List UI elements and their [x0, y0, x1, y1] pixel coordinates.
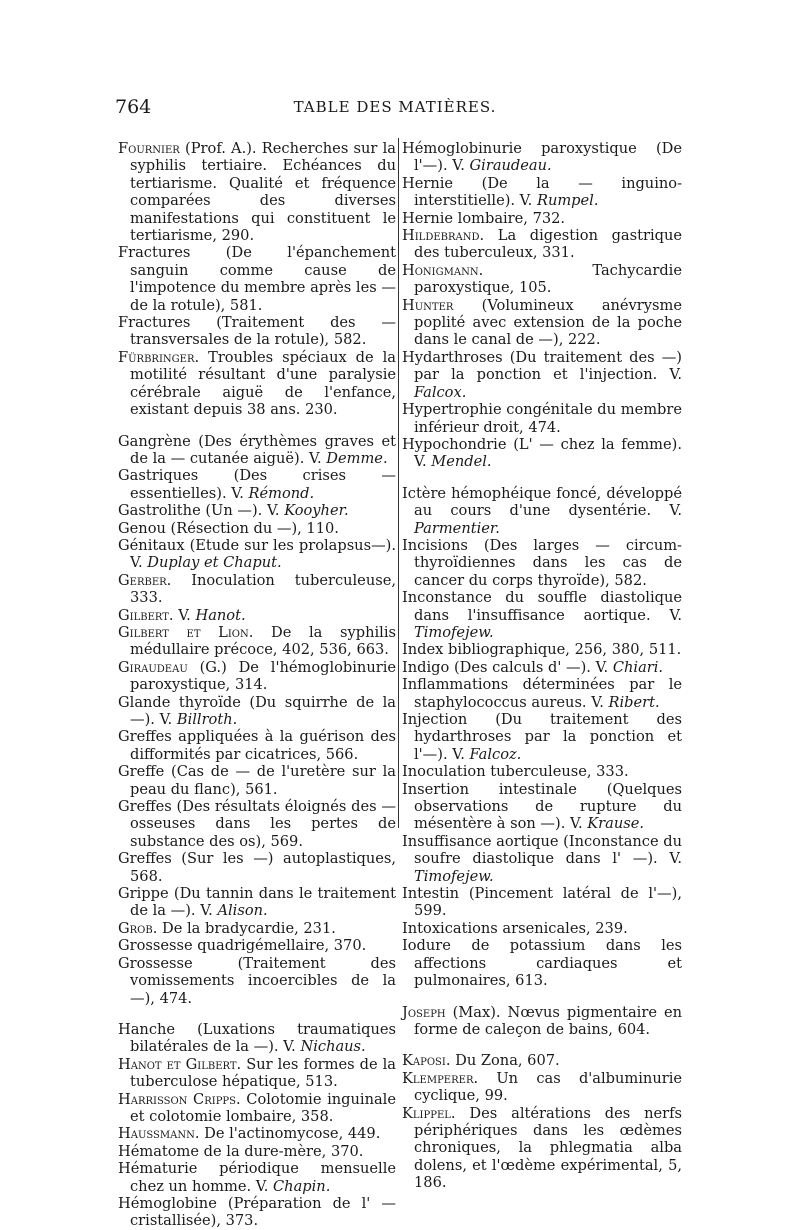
entry-text: Hernie lombaire, 732. [402, 209, 566, 227]
index-entry [402, 210, 682, 227]
index-entry [118, 728, 396, 763]
entry-text: Greffes (Sur les —) autoplastiques, 568. [118, 850, 396, 885]
index-entry [118, 659, 396, 694]
entry-text: . Inoculation tuberculeuse, 333. [130, 571, 396, 607]
entry-text: Hanche (Luxations traumatiques bilatérales de la —). V. [118, 1020, 396, 1056]
entry-text: . De l'actinomycose, 449. [194, 1125, 381, 1143]
entry-reference: Parmentier. [414, 519, 500, 537]
entry-reference: Mendel. [431, 453, 492, 471]
index-entry [402, 227, 682, 262]
entry-reference: Timofejew. [414, 623, 494, 641]
entry-text: Génitaux (Etude sur les prolapsus—). V. [118, 536, 396, 572]
entry-text: Insuffisance aortique (Inconstance du soufre diastolique dans l' —). V. [402, 832, 682, 868]
index-entry [118, 433, 396, 468]
index-entry [402, 659, 682, 676]
index-entry [118, 140, 396, 244]
entry-text: . Du Zona, 607. [445, 1052, 560, 1070]
index-entry [402, 537, 682, 589]
index-entry [118, 694, 396, 729]
entry-text: Glande thyroïde (Du squirrhe de la—). V. [118, 693, 396, 728]
entry-reference: Billroth. [176, 711, 238, 728]
index-entry [118, 244, 396, 314]
index-entry [402, 297, 682, 349]
entry-text: . Un cas d'albuminurie cyclique, 99. [414, 1069, 682, 1105]
entry-reference: Falcox. [414, 383, 467, 401]
entry-text: Fractures (Traitement des — transversales de la rotule), 582. [118, 314, 396, 349]
entry-author: Hildebrand [402, 227, 480, 245]
entry-text: . De la syphilis médullaire précoce, 402, 536, 663. [130, 623, 396, 659]
index-entry [402, 589, 682, 641]
index-entry [402, 1004, 682, 1039]
entry-reference: Ribert. [608, 693, 660, 711]
index-entry [402, 676, 682, 711]
index-entry [118, 314, 396, 349]
entry-text: . De la bradycardie, 231. [152, 919, 336, 937]
index-entry [118, 467, 396, 502]
entry-text: (Max). Nœvus pigmentaire en forme de caleçon de bains, 604. [414, 1003, 682, 1038]
index-entry [402, 763, 682, 780]
entry-author: Gilbert et Lion [118, 623, 249, 641]
index-entry [118, 607, 396, 624]
entry-text: (Prof. A.). Recherches sur la syphilis tertiaire. Echéances du tertiarisme. Qualité et fréquence comparées des diverses manifestations qui constituent le tertiarisme, 290. [130, 140, 396, 245]
index-entry [118, 763, 396, 798]
entry-text: Ictère hémophéique foncé, développé au cours d'une dysentérie. V. [402, 484, 682, 520]
index-entry [402, 920, 682, 937]
entry-text: Inconstance du souffle diastolique dans l'insuffisance aortique. V. [402, 589, 682, 624]
index-entry [402, 401, 682, 436]
page-header [115, 96, 675, 126]
index-entry [402, 485, 682, 537]
index-entry [402, 436, 682, 471]
index-entry [118, 349, 396, 419]
entry-author: Klemperer [402, 1069, 474, 1087]
index-entry [118, 850, 396, 885]
entry-author: Giraudeau [118, 658, 188, 676]
entry-text: Index bibliographique, 256, 380, 511. [402, 641, 682, 659]
entry-text: Hydarthroses (Du traitement des —) par la ponction et l'injection. V. [402, 348, 682, 384]
entry-text: . Sur les formes de la tuberculose hépatique, 513. [130, 1055, 396, 1091]
entry-reference: Krause. [587, 815, 644, 833]
entry-text: Grippe (Du tannin dans le traitement de la —). V. [118, 885, 396, 920]
entry-text: Inoculation tuberculeuse, 333. [402, 763, 629, 781]
entry-text: Iodure de potassium dans les affections cardiaques et pulmonaires, 613. [402, 937, 682, 990]
index-entry [402, 1105, 682, 1192]
entry-reference: Rumpel. [536, 192, 599, 210]
index-entry [118, 937, 396, 954]
entry-reference: Hanot. [195, 606, 246, 624]
index-entry [118, 572, 396, 607]
entry-text: Intestin (Pincement latéral de l'—), 599. [402, 885, 682, 920]
entry-text: Injection (Du traitement des hydarthroses par la ponction et l'—). V. [402, 711, 682, 763]
entry-author: Klippel [402, 1104, 451, 1122]
entry-text: Hémoglobinurie paroxystique (De l'—). V. [402, 140, 682, 175]
entry-text: Greffes appliquées à la guérison des difformités par cicatrices, 566. [118, 728, 396, 763]
index-entry [402, 140, 682, 175]
index-entry [118, 624, 396, 659]
entry-text: Indigo (Des calculs d' —). V. [402, 658, 613, 676]
entry-author: Kaposi [402, 1052, 446, 1070]
entry-text: Insertion intestinale (Quelques observations de rupture du mésentère à son —). V. [402, 780, 682, 833]
entry-text: (Volumineux anévrysme poplité avec extension de la poche dans le canal de —), 222. [414, 296, 682, 349]
entry-author: Haussmann [118, 1125, 195, 1143]
entry-text: (G.) De l'hémoglobinurie paroxystique, 314. [130, 658, 396, 694]
index-entry [402, 711, 682, 763]
index-column-right [402, 140, 682, 1192]
entry-author: Honigmann [402, 261, 479, 279]
index-entry [402, 349, 682, 401]
entry-reference: Rémond. [248, 484, 315, 502]
entry-text: Hypertrophie congénitale du membre inférieur droit, 474. [402, 401, 682, 436]
entry-text: Hématome de la dure-mère, 370. [118, 1142, 364, 1160]
index-entry [118, 1143, 396, 1160]
index-entry [118, 1125, 396, 1142]
entry-author: Fournier [118, 140, 180, 157]
entry-text: Hémoglobine (Préparation de l' — cristallisée), 373. [118, 1194, 396, 1230]
entry-reference: Kooyher. [284, 502, 349, 520]
entry-reference: Falcoz. [469, 745, 522, 763]
index-entry [118, 520, 396, 537]
entry-text: Hernie (De la — inguino-interstitielle). V. [402, 174, 682, 210]
running-title: TABLE DES MATIÈRES. [293, 98, 497, 116]
entry-reference: Timofejew. [414, 867, 494, 885]
entry-text: . Tachycardie paroxystique, 105. [414, 261, 682, 297]
index-entry [118, 1160, 396, 1195]
index-entry [118, 885, 396, 920]
entry-author: Joseph [402, 1003, 446, 1021]
index-entry [118, 920, 396, 937]
index-entry [402, 1052, 682, 1069]
entry-text: Greffe (Cas de — de l'uretère sur la peau du flanc), 561. [118, 763, 396, 798]
index-entry [118, 1091, 396, 1126]
index-entry [402, 833, 682, 885]
entry-text: Grossesse (Traitement des vomissements incoercibles de la —), 474. [118, 954, 396, 1007]
entry-text: . V. [168, 606, 196, 624]
column-divider [398, 138, 399, 828]
entry-text: . Des altérations des nerfs périphériques dans les œdèmes chroniques, la phlegmatia alba dolens, et l'œdème expérimental, 5, 186. [414, 1104, 682, 1192]
entry-text: Intoxications arsenicales, 239. [402, 919, 628, 937]
entry-text: . Troubles spéciaux de la motilité résultant d'une paralysie cérébrale aiguë de l'enfance, existant depuis 38 ans. 230. [130, 348, 396, 419]
entry-author: Fürbringer [118, 348, 195, 366]
entry-text: Hypochondrie (L' — chez la femme). V. [402, 435, 682, 471]
entry-reference: Nichaus. [300, 1038, 366, 1056]
entry-reference: Chiari. [612, 658, 664, 676]
entry-text: Hématurie périodique mensuelle chez un homme. V. [118, 1160, 396, 1195]
entry-reference: Alison. [217, 902, 268, 920]
entry-author: Hunter [402, 296, 454, 314]
index-entry [402, 937, 682, 989]
index-entry [118, 1195, 396, 1230]
index-entry [402, 175, 682, 210]
entry-text: . Colotomie inguinale et colotomie lombaire, 358. [130, 1090, 396, 1125]
entry-reference: Chapin. [273, 1177, 331, 1195]
entry-text: Inflammations déterminées par le staphylococcus aureus. V. [402, 676, 682, 711]
index-entry [402, 641, 682, 658]
index-entry [118, 537, 396, 572]
entry-text: Grossesse quadrigémellaire, 370. [118, 937, 367, 955]
index-entry [118, 1056, 396, 1091]
entry-text: Fractures (De l'épanchement sanguin comme cause de l'impotence du membre après les — de la rotule), 581. [118, 244, 396, 314]
index-entry [118, 502, 396, 519]
entry-author: Gerber [118, 571, 167, 589]
entry-text: Incisions (Des larges — circum-thyroïdiennes dans les cas de cancer du corps thyroïde), 582. [402, 536, 682, 589]
index-entry [402, 262, 682, 297]
entry-text: Greffes (Des résultats éloignés des — osseuses dans les pertes de substance des os), 569. [118, 798, 396, 850]
index-entry [402, 885, 682, 920]
entry-reference: Demme. [326, 449, 388, 467]
entry-reference: Duplay et Chaput. [147, 554, 282, 572]
entry-author: Grob [118, 919, 153, 937]
index-entry [402, 1070, 682, 1105]
index-entry [118, 798, 396, 850]
entry-text: Genou (Résection du —), 110. [118, 519, 339, 537]
entry-text: Gastriques (Des crises —essentielles). V. [118, 467, 396, 502]
entry-reference: Giraudeau. [469, 157, 552, 175]
index-column-left [118, 140, 396, 1230]
entry-author: Gilbert [118, 606, 169, 624]
index-entry [118, 955, 396, 1007]
entry-text: Gangrène (Des érythèmes graves et de la — cutanée aiguë). V. [118, 432, 396, 467]
entry-author: Hanot et Gilbert [118, 1055, 237, 1073]
entry-author: Harrisson Cripps [118, 1090, 237, 1108]
index-entry [118, 1021, 396, 1056]
entry-text: Gastrolithe (Un —). V. [118, 502, 285, 520]
index-entry [402, 781, 682, 833]
entry-text: . La digestion gastrique des tuberculeux, 331. [414, 227, 682, 262]
page-number: 764 [115, 96, 152, 118]
